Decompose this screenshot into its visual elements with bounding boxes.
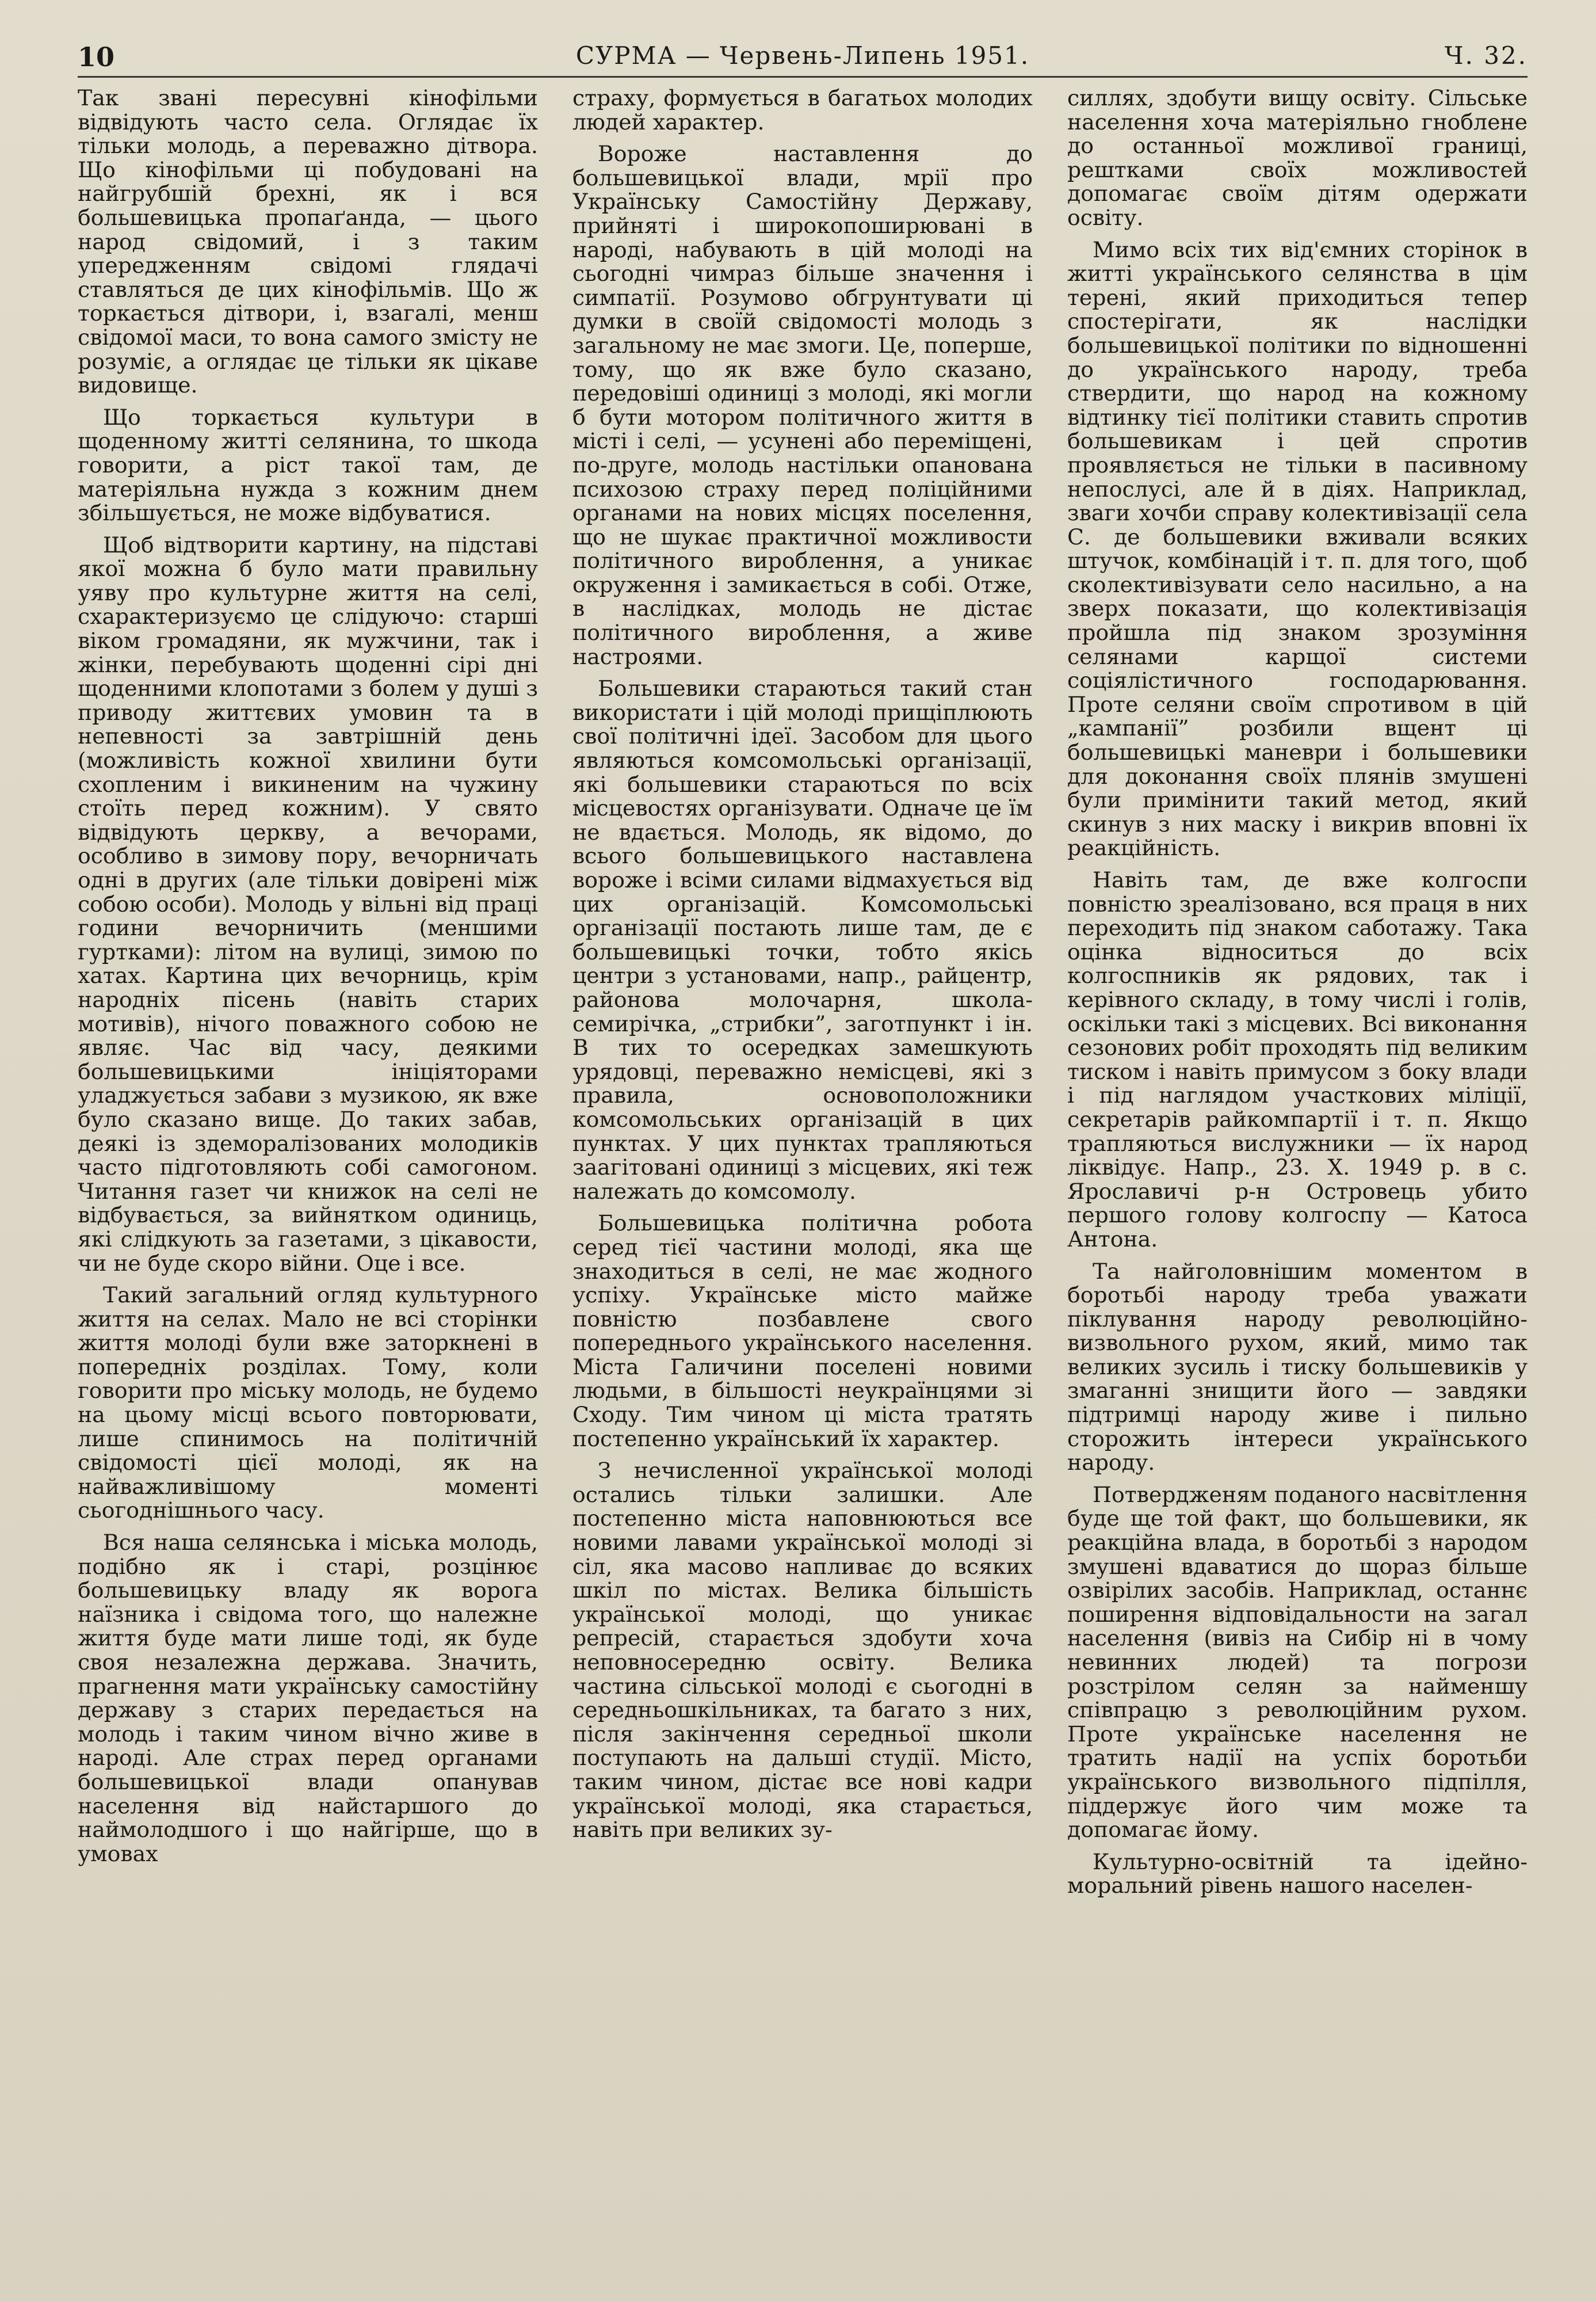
paragraph: З нечисленної української молоді остались тільки залишки. Але постепенно міста наповнюються все новими лавами української молоді зі сіл, яка масово напливає до всяких шкіл по містах. Велика більшість української молоді, що уникає репресій, старається здобути хоча неповносередню освіту. Велика частина сільської молоді є сьогодні в середньошкільниках, та багато з них, після закінчення середньої школи поступають на дальші студії. Місто, таким чином, дістає все нові кадри української молоді, яка старається, навіть при великих зу- <box>572 1458 1033 1843</box>
column-3 <box>1067 86 1528 2273</box>
paragraph: Такий загальний огляд культурного життя на селах. Мало не всі сторінки життя молоді були вже заторкнені в попередніх розділах. Тому, коли говорити про міську молодь, не будемо на цьому місці всього повторювати, лише спинимось на політичній свідомості цієї молоді, як на найважливішому моменті сьогоднішнього часу. <box>78 1282 538 1523</box>
page-number: 10 <box>78 41 115 73</box>
article-columns <box>78 86 1528 2273</box>
paragraph: Щоб відтворити картину, на підставі якої можна б було мати правильну уяву про культурне життя на селі, схарактеризуємо це слідуючо: старші віком громадяни, як мужчини, так і жінки, перебувають щоденні сірі дні щоденними клопотами з болем у душі з приводу життєвих умовин та в непевності за завтрішній день (можливість кожної хвилини бути схопленим і викиненим на чужину стоїть перед кожним). У свято відвідують церкву, а вечорами, особливо в зимову пору, вечорничать одні в других (але тільки довірені між собою особи). Молодь у вільні від праці години вечорничить (меншими гуртками): літом на вулиці, зимою по хатах. Картина цих вечорниць, крім народніх пісень (навіть старих мотивів), нічого поважного собою не являє. Час від часу, деякими большевицькими ініціяторами уладжується забави з музикою, як вже було сказано вище. До таких забав, деякі із здеморалізованих молодиків часто підготовляють собі самогоном. Читання газет чи книжок на селі не відбувається, за вийнятком одиниць, які слідкують за газетами, з цікавости, чи не буде скоро війни. Оце і все. <box>78 532 538 1276</box>
paragraph: Потвердженям поданого насвітлення буде ще той факт, що большевики, як реакційна влада, в боротьбі з народом змушені вдаватися до щораз більше озвірілих засобів. Наприклад, останнє поширення відповідальности на загал населення (вивіз на Сибір ні в чому невинних людей) та погрози розстрілом селян за найменшу співпрацю з революційним рухом. Проте українське населення не тратить надії на успіх боротьби українського визвольного підпілля, піддержує його чим може та допомагає йому. <box>1067 1481 1528 1843</box>
paragraph: Вороже наставлення до большевицької влади, мрії про Українську Самостійну Державу, прийняті і широкопоширювані в народі, набувають в цій молоді на сьогодні чимраз більше значення і симпатії. Розумово обгрунтувати ці думки в своїй свідомості молодь з загальному не має змоги. Це, поперше, тому, що як вже було сказано, передовіші одиниці з молоді, які могли б бути мотором політичного життя в місті і селі, — усунені або переміщені, по-друге, молодь настільки опанована психозою страху перед поліційними органами на нових місцях поселення, що не шукає практичної можливости політичного вироблення, а уникає окруження і замикається в собі. Отже, в наслідках, молодь не дістає політичного вироблення, а живе настроями. <box>572 141 1033 669</box>
running-header <box>78 36 1528 76</box>
column-1 <box>78 86 538 2273</box>
paragraph: Навіть там, де вже колгоспи повністю зреалізовано, вся праця в них переходить під знаком саботажу. Така оцінка відноситься до всіх колгоспників як рядових, так і керівного складу, в тому числі і голів, оскільки такі з місцевих. Всі виконання сезонових робіт проходять під великим тиском і навіть примусом з боку влади і під наглядом участкових міліції, секретарів райкомпартії і т. п. Якщо трапляються вислужники — їх народ ліквідує. Напр., 23. Х. 1949 р. в с. Ярославичі р-н Островець убито першого голову колгоспу — Катоса Антона. <box>1067 867 1528 1252</box>
paragraph: Так звані пересувні кінофільми відвідують часто села. Оглядає їх тільки молодь, а переважно дітвора. Що кінофільми ці побудовані на найгрубшій брехні, як і вся большевицька пропаґанда, — цього народ свідомий, і з таким упередженням свідомі глядачі ставляться де цих кінофільмів. Що ж торкається дітвори, і, взагалі, менш свідомої маси, то вона самого змісту не розуміє, а оглядає це тільки як цікаве видовище. <box>78 86 538 398</box>
paragraph: Вся наша селянська і міська молодь, подібно як і старі, розцінює большевицьку владу як ворога наїзника і свідома того, що належне життя буде мати лише тоді, як буде своя незалежна держава. Значить, прагнення мати українську самостійну державу з старих передається на молодь і таким чином вічно живе в народі. Але страх перед органами большевицької влади опанував населення від найстаршого до наймолодшого і що найгірше, що в умовах <box>78 1530 538 1866</box>
paragraph: Культурно-освітній та ідейно-моральний рівень нашого населен- <box>1067 1849 1528 1899</box>
column-2 <box>572 86 1033 2273</box>
paragraph: Та найголовнішим моментом в боротьбі народу треба уважати піклування народу революційно-визвольного рухом, який, мимо так великих зусиль і тиску большевиків у змаганні знищити його — завдяки підтримці народу живе і пильно сторожить інтереси українського народу. <box>1067 1258 1528 1476</box>
paragraph: Большевицька політична робота серед тієї частини молоді, яка ще знаходиться в селі, не має жодного успіху. Українське місто майже повністю позбавлене свого попереднього українського населення. Міста Галичини поселені новими людьми, в більшості неукраїнцями зі Сходу. Тим чином ці міста тратять постепенно український їх характер. <box>572 1210 1033 1451</box>
issue-number: Ч. 32. <box>1445 41 1528 70</box>
paragraph: Що торкається культури в щоденному житті селянина, то шкода говорити, а ріст такої там, де матеріяльна нужда з кожним днем збільшується, не може відбуватися. <box>78 404 538 526</box>
paragraph: силлях, здобути вищу освіту. Сільське населення хоча матеріяльно гноблене до останньої можливої границі, рештками своїх можливостей допомагає своїм дітям одержати освіту. <box>1067 86 1528 230</box>
paragraph: Мимо всіх тих від'ємних сторінок в житті українського селянства в цім терені, який приходиться тепер спостерігати, як наслідки большевицької політики по відношенні до українського народу, треба ствердити, що народ на кожному відтинку тієї політики ставить спротив большевикам і цей спротив проявляється не тільки в пасивному непослусі, але й в діях. Наприклад, зваги хочби справу колективізації села С. де большевики вживали всяких штучок, комбінацій і т. п. для того, щоб сколективізувати село насильно, а на зверх показати, що колективізація пройшла під знаком зрозуміння селянами карщої системи соціялістичного господарювання. Проте селяни своїм спротивом в цій „кампанії” розбили вщент ці большевицькі маневри і большевики для доконання своїх плянів змушені були примінити такий метод, який скинув з них маску і викрив вповні їх реакційність. <box>1067 237 1528 861</box>
paragraph: Большевики стараються такий стан використати і цій молоді прищіплюють свої політичні ідеї. Засобом для цього являються комсомольські організації, які большевики стараються по всіх місцевостях організувати. Одначе це їм не вдається. Молодь, як відомо, до всього большевицького наставлена вороже і всіми силами відмахується від цих організацій. Комсомольські організації постають лише там, де є большевицькі точки, тобто якісь центри з установами, напр., райцентр, районова молочарня, школа-семирічка, „стрибки”, заготпункт і ін. В тих то осередках замешкують урядовці, переважно немісцеві, які з правила, основоположники комсомольських організацій в цих пунктах. У цих пунктах трапляються заагітовані одиниці з місцевих, які теж належать до комсомолу. <box>572 676 1033 1204</box>
paragraph: страху, формується в багатьох молодих людей характер. <box>572 86 1033 135</box>
header-rule <box>78 76 1528 78</box>
running-title: СУРМА — Червень-Липень 1951. <box>575 41 1030 70</box>
